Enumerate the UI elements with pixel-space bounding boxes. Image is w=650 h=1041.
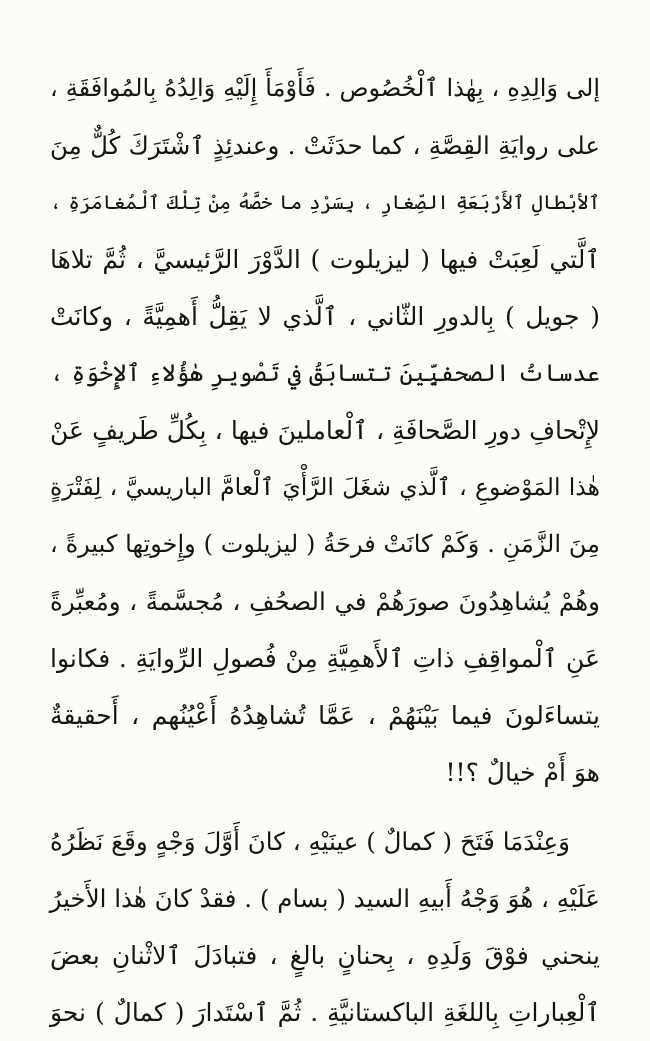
text-line: لإِتْحافِ دورِ الصَّحافَةِ ، ٱلْعاملينَ فيها ، بِكُلِّ طَريفٍ عَنْ bbox=[50, 416, 600, 445]
text-line: يتساءَلونَ فيما بَيْنَهُمْ ، عَمَّا تُشاهِدُهُ أَعْيُنُهم ، أَحقيقةٌ bbox=[50, 701, 600, 730]
text-line: إلى وَالِدِهِ ، بِهٰذا ٱلْخُصُوص . فَأَوْمَأَ إِلَيْهِ وَالِدُهُ بِالمُوافَقَةِ ، bbox=[50, 74, 600, 102]
text-line: ٱلْعِباراتِ بِاللغَةِ الباكستانيَّةِ . ثُمَّ ٱسْتَدارَ ( كمالٌ ) نحوَ bbox=[50, 998, 600, 1027]
paragraph-1 bbox=[50, 60, 600, 801]
text-line-last: هوَ أَمْ خيالٌ ؟!! bbox=[445, 758, 600, 787]
text-line: ٱلأبْطالِ ٱلأَرْبَعَةِ الصِّغارِ ، بِسَرْدِ ما خصَّهُ مِنْ تِلْكَ ٱلْمُغامَرَةِ ، bbox=[50, 191, 600, 214]
text-line: عَنِ ٱلْمواقِفِ ذاتِ ٱلأَهمِيَّةِ مِنْ فُصولِ الرِّوايَةِ . فكانوا bbox=[50, 644, 600, 673]
text-line: ٱلَّتي لَعِبَتْ فيها ( ليزيلوت ) الدَّوْرَ الرَّئيسيَّ ، ثُمَّ تلاهَا bbox=[50, 245, 600, 274]
text-line: عدساتُ الصحفيِّينَ تتسابَقُ في تَصْويرِ هٰؤُلاءِ ٱلإِخْوَةِ ، bbox=[50, 359, 600, 387]
text-line: عَلَيْهِ ، هُوَ وَجْهُ أَبيهِ السيد ( بسام ) . فقدْ كانَ هٰذا الأَخيرُ bbox=[49, 884, 600, 913]
paragraph-2 bbox=[50, 813, 600, 1041]
text-line: هٰذا المَوْضوعِ ، ٱلَّذي شغَلَ الرَّأْيَ ٱلْعامَّ الباريسيَّ ، لِفَتْرَةٍ bbox=[50, 473, 600, 501]
text-line: وهُمْ يُشاهِدُونَ صورَهُمْ في الصحُفِ ، مُجسَّمةً ، ومُعبِّرةً bbox=[50, 587, 600, 616]
text-line-first: وَعِنْدَمَا فَتَحَ ( كمالٌ ) عينَيْهِ ، كانَ أَوَّلَ وَجْهٍ وقَعَ نَظَرُهُ bbox=[50, 827, 570, 856]
text-line: ( جويل ) بِالدورِ الثّاني ، ٱلَّذي لا يَقِلُّ أَهمِيَّةً ، وكانَتْ bbox=[50, 302, 600, 331]
text-line: ينحني فوْقَ وَلَدِهِ ، بِحنانٍ بالغٍ ، فتبادَلَ ٱلاثْنانِ بعضَ bbox=[50, 941, 600, 970]
text-line: مِنَ الزَّمَنِ . وَكَمْ كانَتْ فرحَةُ ( ليزيلوت ) وإِخوتِها كبيرةً ، bbox=[50, 530, 600, 558]
text-line: على روايَةِ القِصَّةِ ، كما حدَثَتْ . وعندئِذٍ ٱشْتَرَكَ كُلٌّ مِنَ bbox=[50, 131, 600, 160]
